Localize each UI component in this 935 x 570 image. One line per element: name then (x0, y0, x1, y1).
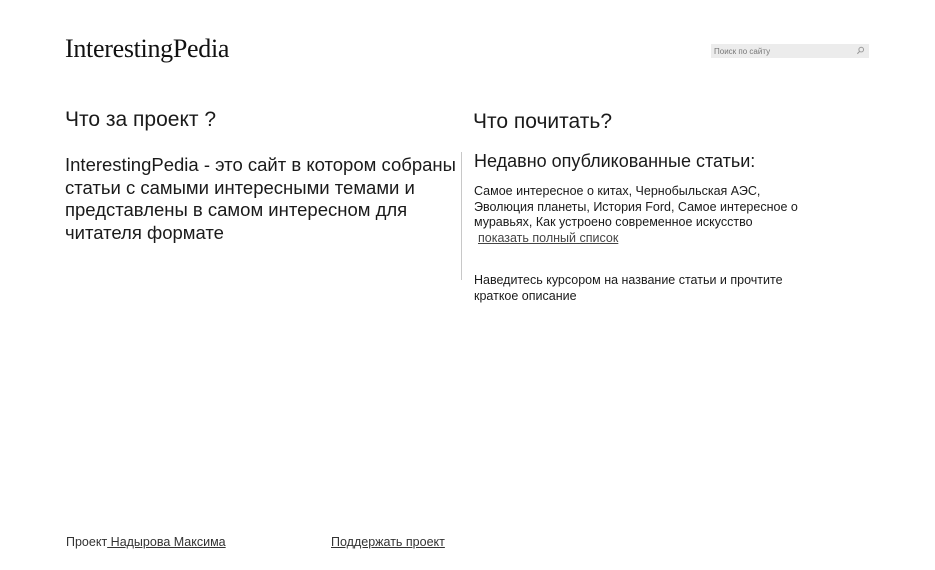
recent-articles-list (474, 184, 804, 246)
search-input[interactable] (711, 45, 854, 57)
search-icon[interactable] (856, 46, 865, 55)
reading-heading: Что почитать? (473, 110, 612, 133)
show-all-link[interactable]: показать полный список (478, 230, 619, 245)
search-bar[interactable] (711, 44, 869, 58)
hover-hint: Наведитесь курсором на название статьи и прочтите краткое описание (474, 273, 783, 303)
recent-articles-title: Недавно опубликованные статьи: (474, 151, 756, 171)
support-link[interactable]: Поддержать проект (331, 535, 445, 549)
section-divider (461, 152, 462, 280)
site-logo[interactable]: InterestingPedia (65, 34, 230, 63)
about-heading: Что за проект ? (65, 108, 216, 131)
about-text: InterestingPedia - это сайт в котором собраны статьи с самыми интересными темами и представлены в самом интересном для читателя формате (65, 154, 456, 243)
footer-author (66, 535, 226, 549)
author-link[interactable]: Надырова Максима (107, 535, 226, 549)
recent-articles-text[interactable]: Самое интересное о китах, Чернобыльская АЭС, Эволюция планеты, История Ford, Самое интересное о муравьях, Как устроено современное искусство (474, 184, 798, 229)
author-prefix: Проект (66, 535, 108, 549)
